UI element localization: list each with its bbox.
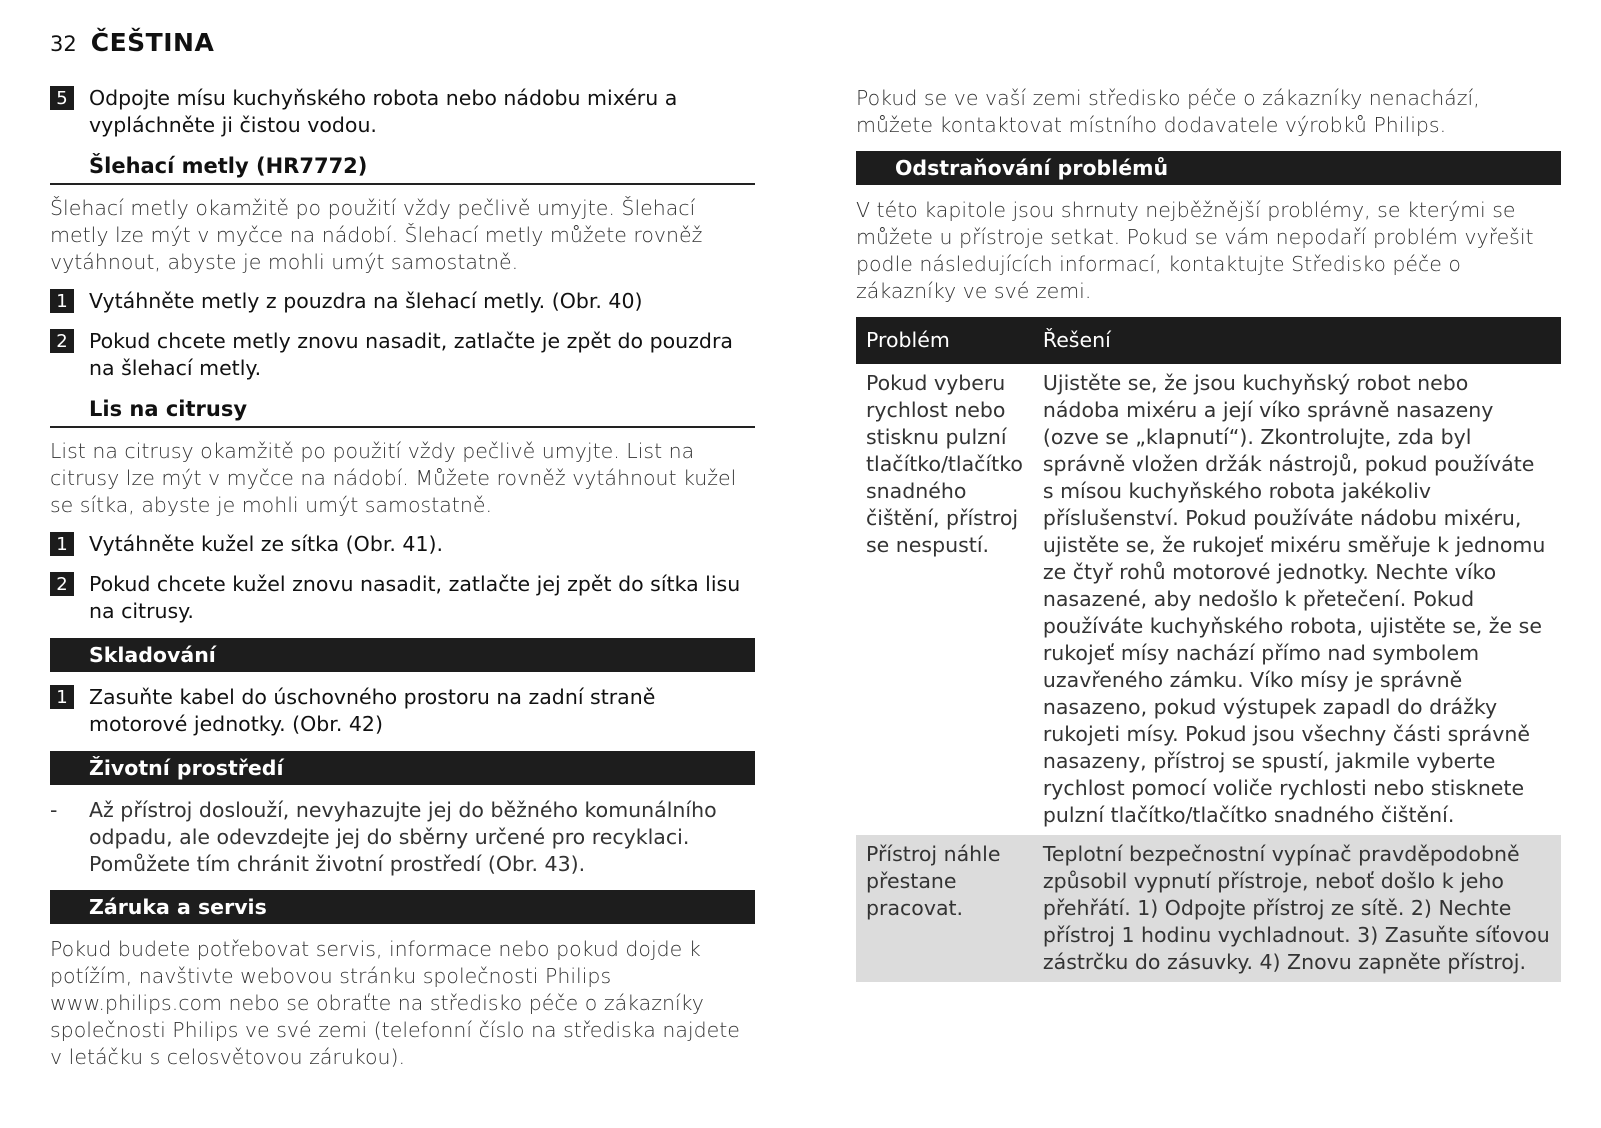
warranty-heading: Záruka a servis (50, 890, 755, 924)
left-column (50, 85, 755, 1083)
right-column (856, 85, 1561, 982)
step-number: 1 (50, 289, 74, 313)
environment-bullet (50, 797, 755, 878)
whisks-step-2 (50, 328, 755, 382)
troubleshooting-table (856, 317, 1561, 982)
step-number: 2 (50, 329, 74, 353)
citrus-step-2 (50, 571, 755, 625)
column-header-solution: Řešení (1033, 317, 1561, 364)
storage-heading: Skladování (50, 638, 755, 672)
intro-paragraph: Pokud se ve vaší zemi středisko péče o zákazníky nenachází, můžete kontaktovat místního dodavatele výrobků Philips. (856, 86, 1480, 137)
step-number: 1 (50, 532, 74, 556)
bullet-mark: - (50, 798, 58, 822)
citrus-step-1 (50, 531, 755, 558)
troubleshooting-heading: Odstraňování problémů (856, 151, 1561, 185)
step-text: Vytáhněte kužel ze sítka (Obr. 41). (89, 532, 444, 556)
language-title: ČEŠTINA (90, 28, 215, 57)
citrus-paragraph: List na citrusy okamžitě po použití vždy pečlivě umyjte. List na citrusy lze mýt v myčce na nádobí. Můžete rovněž vytáhnout kužel se sítka, abyste je mohli umýt samostatně. (50, 439, 737, 517)
storage-step-1 (50, 684, 755, 738)
step-number: 2 (50, 572, 74, 596)
troubleshooting-paragraph: V této kapitole jsou shrnuty nejběžnější problémy, se kterými se můžete u přístroje setkat. Pokud se vám nepodaří problém vyřešit podle následujících informací, kontaktujte Středisko péče o zákazníky ve své zemi. (856, 198, 1534, 303)
table-row (856, 364, 1561, 835)
citrus-heading: Lis na citrusy (89, 397, 248, 421)
page-number: 32 (50, 32, 77, 56)
column-header-problem: Problém (856, 317, 1033, 364)
step-5 (50, 85, 755, 139)
divider (50, 183, 755, 185)
table-header-row (856, 317, 1561, 364)
environment-heading: Životní prostředí (50, 751, 755, 785)
bullet-text: Až přístroj doslouží, nevyhazujte jej do běžného komunálního odpadu, ale odevzdejte jej do sběrny určené pro recyklaci. Pomůžete tím chránit životní prostředí (Obr. 43). (89, 798, 717, 876)
step-number: 5 (50, 86, 74, 110)
warranty-paragraph: Pokud budete potřebovat servis, informace nebo pokud dojde k potížím, navštivte webovou stránku společnosti Philips www.philips.com nebo se obraťte na středisko péče o zákazníky společnosti Philips ve své zemi (telefonní číslo na střediska najdete v letáčku s celosvětovou zárukou). (50, 937, 740, 1069)
problem-cell: Pokud vyberu rychlost nebo stisknu pulzní tlačítko/tlačítko snadného čištění, přístroj se nespustí. (866, 371, 1023, 557)
solution-cell: Teplotní bezpečnostní vypínač pravděpodobně způsobil vypnutí přístroje, neboť došlo k jeho přehřátí. 1) Odpojte přístroj ze sítě. 2) Nechte přístroj 1 hodinu vychladnout. 3) Zasuňte síťovou zástrčku do zásuvky. 4) Znovu zapněte přístroj. (1033, 835, 1561, 982)
step-text: Odpojte mísu kuchyňského robota nebo nádobu mixéru a vypláchněte ji čistou vodou. (89, 86, 678, 137)
whisks-step-1 (50, 288, 755, 315)
step-text: Vytáhněte metly z pouzdra na šlehací metly. (Obr. 40) (89, 289, 643, 313)
whisks-heading: Šlehací metly (HR7772) (89, 154, 368, 178)
step-text: Pokud chcete metly znovu nasadit, zatlačte je zpět do pouzdra na šlehací metly. (89, 329, 733, 380)
problem-cell: Přístroj náhle přestane pracovat. (856, 835, 1033, 982)
page-header (50, 28, 214, 57)
step-text: Zasuňte kabel do úschovného prostoru na zadní straně motorové jednotky. (Obr. 42) (89, 685, 656, 736)
step-number: 1 (50, 685, 74, 709)
solution-cell: Ujistěte se, že jsou kuchyňský robot nebo nádoba mixéru a její víko správně nasazeny (ozve se „klapnutí“). Zkontrolujte, zda byl správně vložen držák nástrojů, pokud používáte s mísou kuchyňského robota jakékoliv příslušenství. Pokud používáte nádobu mixéru, ujistěte se, že rukojeť mixéru směřuje k jednomu ze čtyř rohů motorové jednotky. Nechte víko nasazené, aby nedošlo k přetečení. Pokud používáte kuchyňského robota, ujistěte se, že se rukojeť mísy nachází přímo nad symbolem uzavřeného zámku. Víko mísy je správně nasazeno, pokud výstupek zapadl do drážky rukojeti mísy. Pokud jsou všechny části správně nasazeny, přístroj se spustí, jakmile vyberte rychlost pomocí voliče rychlosti nebo stisknete pulzní tlačítko/tlačítko snadného čištění. (1042, 371, 1546, 827)
whisks-paragraph: Šlehací metly okamžitě po použití vždy pečlivě umyjte. Šlehací metly lze mýt v myčce na nádobí. Šlehací metly můžete rovněž vytáhnout, abyste je mohli umýt samostatně. (50, 196, 703, 274)
divider (50, 426, 755, 428)
step-text: Pokud chcete kužel znovu nasadit, zatlačte jej zpět do sítka lisu na citrusy. (89, 572, 741, 623)
table-row (856, 835, 1561, 982)
